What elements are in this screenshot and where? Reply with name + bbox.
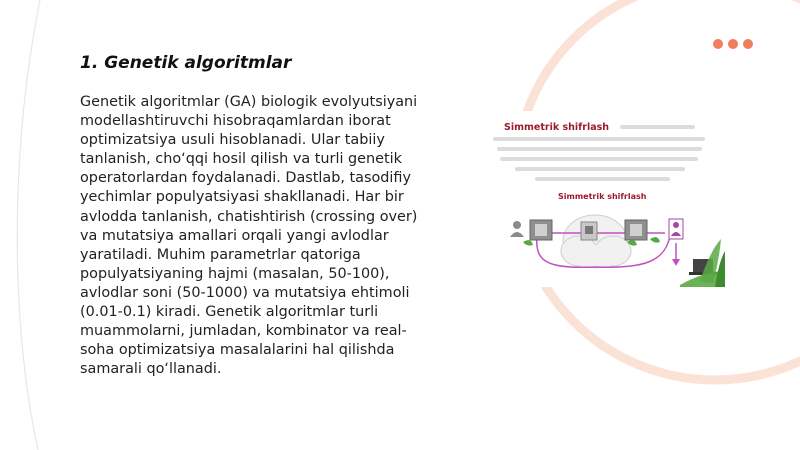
arrow-head (672, 259, 680, 266)
menu-dots (713, 39, 753, 49)
figure-title-top: Simmetrik shifrlash (504, 122, 610, 133)
user-icon (669, 219, 683, 239)
decorative-left-curve (17, 0, 40, 450)
blurred-text-lines (493, 125, 705, 181)
encryption-diagram-image (475, 111, 725, 287)
slide-title: 1. Genetik algoritmlar (80, 53, 292, 73)
dot-icon (713, 39, 723, 49)
lock-icon (530, 220, 552, 240)
lock-icon (625, 220, 647, 240)
dot-icon (728, 39, 738, 49)
figure-title-mid: Simmetrik shifrlash (558, 192, 647, 201)
key-icon (581, 222, 597, 240)
user-icon (510, 221, 524, 237)
slide-body-text: Genetik algoritmlar (GA) biologik evolyutsiyani modellashtiruvchi hisobraqamlardan iborat optimizatsiya usuli hisoblanadi. Ular tabiiy tanlanish, cho‘qqi hosil qilish va turli genetik operatorlardan foydalanadi. Dastlab, tasodifiy yechimlar populyatsiyasi shakllanadi. Har bir avlodda tanlanish, chatishtirish (crossing over) va mutatsiya amallari orqali yangi avlodlar yaratiladi. Muhim parametrlar qatoriga populyatsiyaning hajmi (masalan, 50-100), avlodlar soni (50-1000) va mutatsiya ehtimoli (0.01-0.1) kiradi. Genetik algoritmlar turli muammolarni, jumladan, kombinator va real-soha optimizatsiya masalalarini hal qilishda samarali qo‘llanadi. (80, 94, 418, 378)
dot-icon (743, 39, 753, 49)
